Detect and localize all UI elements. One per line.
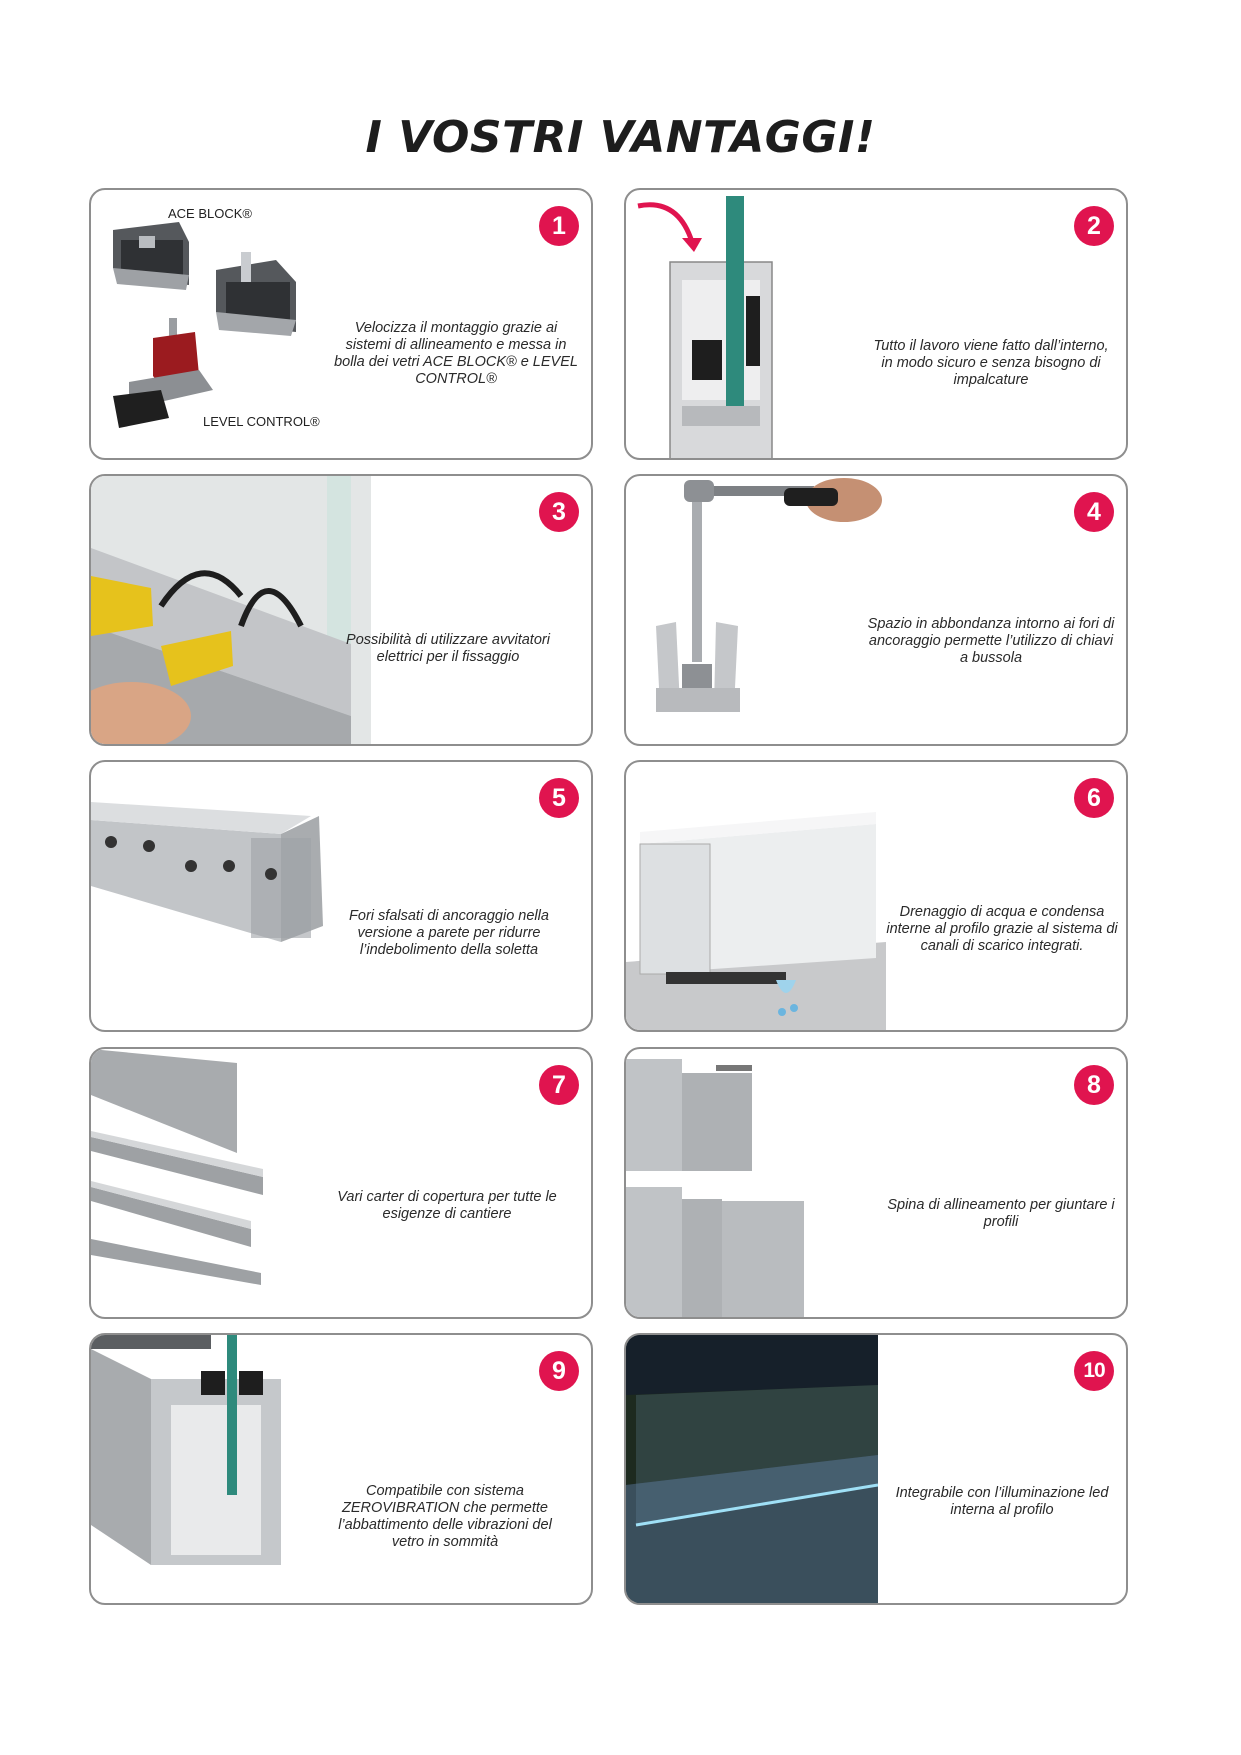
curved-arrow-icon bbox=[638, 205, 692, 242]
ace-block-device-1 bbox=[113, 222, 189, 290]
profile-cross-section-illustration bbox=[626, 190, 826, 460]
cover-carter-profiles-illustration bbox=[91, 1049, 351, 1319]
feature-card-6 bbox=[624, 760, 1128, 1032]
feature-description: Tutto il lavoro viene fatto dall’interno, in modo sicuro e senza bisogno di impalcature bbox=[873, 338, 1109, 388]
offset-anchor-holes-profile-illustration bbox=[91, 762, 351, 1032]
feature-description: Spina di allineamento per giuntare i profili bbox=[887, 1197, 1115, 1230]
feature-card-3 bbox=[89, 474, 593, 746]
feature-card-7 bbox=[89, 1047, 593, 1319]
feature-card-10 bbox=[624, 1333, 1128, 1605]
feature-description: Velocizza il montaggio grazie ai sistemi di allineamento e messa in bolla dei vetri ACE BLOCK® e LEVEL CONTROL® bbox=[334, 320, 578, 387]
feature-number-badge: 3 bbox=[539, 492, 579, 532]
socket-wrench-illustration bbox=[626, 476, 886, 746]
feature-description: Integrabile con l’illuminazione led interna al profilo bbox=[895, 1485, 1109, 1518]
electric-screwdriver-illustration bbox=[91, 476, 371, 746]
ace-block-level-control-illustration bbox=[91, 190, 351, 460]
feature-number-badge: 1 bbox=[539, 206, 579, 246]
feature-number-badge: 5 bbox=[539, 778, 579, 818]
feature-card-5 bbox=[89, 760, 593, 1032]
feature-number-badge: 6 bbox=[1074, 778, 1114, 818]
level-control-label: LEVEL CONTROL® bbox=[203, 414, 320, 429]
feature-card-9 bbox=[89, 1333, 593, 1605]
ace-block-label: ACE BLOCK® bbox=[168, 206, 252, 221]
feature-description: Spazio in abbondanza intorno ai fori di ancoraggio permette l’utilizzo di chiavi a bussola bbox=[867, 616, 1115, 666]
feature-number-badge: 7 bbox=[539, 1065, 579, 1105]
feature-description: Fori sfalsati di ancoraggio nella versione a parete per ridurre l’indebolimento della soletta bbox=[349, 908, 549, 958]
alignment-pin-illustration bbox=[626, 1049, 886, 1319]
feature-card-1 bbox=[89, 188, 593, 460]
page-title: I VOSTRI VANTAGGI! bbox=[365, 112, 876, 163]
feature-description: Possibilità di utilizzare avvitatori elettrici per il fissaggio bbox=[346, 632, 550, 665]
feature-description: Compatibile con sistema ZEROVIBRATION che permette l’abbattimento delle vibrazioni del vetro in sommità bbox=[338, 1483, 552, 1550]
feature-number-badge: 2 bbox=[1074, 206, 1114, 246]
led-lighting-night-photo bbox=[626, 1335, 878, 1605]
level-control-device bbox=[113, 318, 213, 428]
feature-card-4 bbox=[624, 474, 1128, 746]
feature-number-badge: 10 bbox=[1074, 1351, 1114, 1391]
feature-number-badge: 4 bbox=[1074, 492, 1114, 532]
feature-card-8 bbox=[624, 1047, 1128, 1319]
ace-block-device-2 bbox=[216, 252, 296, 336]
feature-description: Drenaggio di acqua e condensa interne al profilo grazie al sistema di canali di scarico integrati. bbox=[886, 904, 1118, 954]
water-drainage-illustration bbox=[626, 762, 886, 1032]
feature-card-2 bbox=[624, 188, 1128, 460]
zerovibration-profile-illustration bbox=[91, 1335, 331, 1605]
feature-description: Vari carter di copertura per tutte le esigenze di cantiere bbox=[337, 1189, 557, 1222]
feature-number-badge: 9 bbox=[539, 1351, 579, 1391]
feature-number-badge: 8 bbox=[1074, 1065, 1114, 1105]
